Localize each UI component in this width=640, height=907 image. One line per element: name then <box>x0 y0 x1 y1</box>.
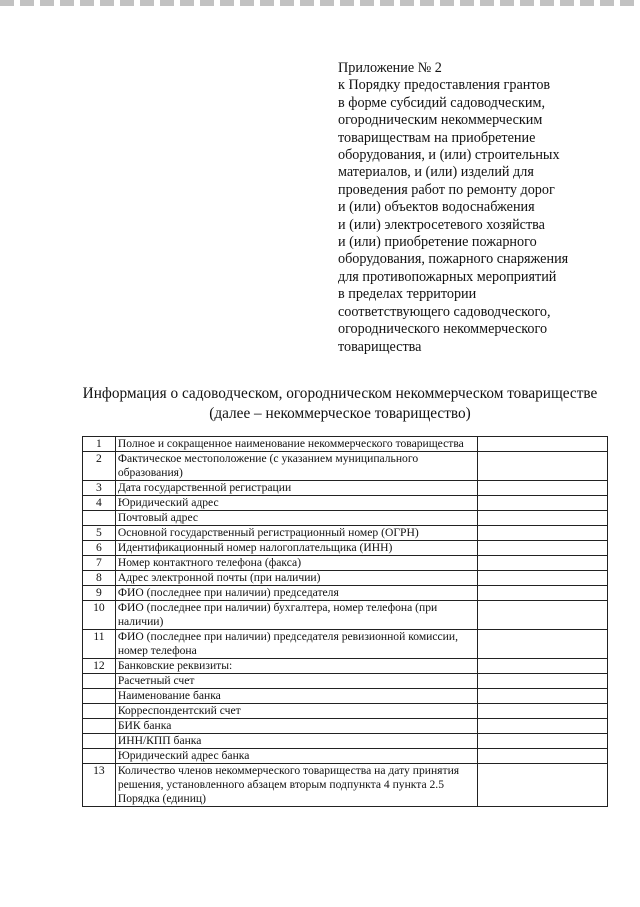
row-number: 8 <box>83 571 116 586</box>
table-row <box>83 719 608 734</box>
row-number <box>83 689 116 704</box>
appendix-line: и (или) приобретение пожарного <box>338 234 537 251</box>
table-row <box>83 749 608 764</box>
row-number: 11 <box>83 630 116 659</box>
row-number: 1 <box>83 437 116 452</box>
row-label: Полное и сокращенное наименование некоммерческого товарищества <box>115 437 477 452</box>
row-label: Номер контактного телефона (факса) <box>115 556 477 571</box>
appendix-line: товарищества <box>338 338 422 355</box>
scan-edge <box>0 0 640 6</box>
table-row <box>83 586 608 601</box>
row-value-cell[interactable] <box>478 601 608 630</box>
table-row <box>83 601 608 630</box>
appendix-line: соответствующего садоводческого, <box>338 303 551 320</box>
table-row <box>83 511 608 526</box>
row-value-cell[interactable] <box>478 734 608 749</box>
appendix-line: и (или) электросетевого хозяйства <box>338 216 545 233</box>
row-label: Корреспондентский счет <box>115 704 477 719</box>
row-value-cell[interactable] <box>478 749 608 764</box>
row-label: Количество членов некоммерческого товарищества на дату принятия решения, установленного абзацем вторым подпункта 4 пункта 2.5 Порядка (единиц) <box>115 764 477 807</box>
row-value-cell[interactable] <box>478 719 608 734</box>
row-number: 4 <box>83 496 116 511</box>
row-label: Юридический адрес банка <box>115 749 477 764</box>
row-value-cell[interactable] <box>478 674 608 689</box>
table-row <box>83 674 608 689</box>
row-label: Банковские реквизиты: <box>115 659 477 674</box>
info-table-body <box>83 437 608 807</box>
row-value-cell[interactable] <box>478 437 608 452</box>
row-label: ИНН/КПП банка <box>115 734 477 749</box>
row-number: 13 <box>83 764 116 807</box>
table-row <box>83 541 608 556</box>
row-label: Расчетный счет <box>115 674 477 689</box>
appendix-line: оборудования, и (или) строительных <box>338 147 560 164</box>
table-row <box>83 704 608 719</box>
row-number <box>83 719 116 734</box>
row-number <box>83 511 116 526</box>
row-value-cell[interactable] <box>478 704 608 719</box>
row-value-cell[interactable] <box>478 496 608 511</box>
appendix-line: для противопожарных мероприятий <box>338 268 557 285</box>
table-row <box>83 526 608 541</box>
table-row <box>83 689 608 704</box>
appendix-line: огороднического некоммерческого <box>338 321 548 338</box>
appendix-line: материалов, и (или) изделий для <box>338 164 534 181</box>
row-number <box>83 749 116 764</box>
form-heading <box>60 384 620 424</box>
appendix-line: Приложение № 2 <box>338 60 442 76</box>
row-number <box>83 704 116 719</box>
table-row <box>83 452 608 481</box>
row-label: ФИО (последнее при наличии) бухгалтера, номер телефона (при наличии) <box>115 601 477 630</box>
table-row <box>83 481 608 496</box>
row-label: Юридический адрес <box>115 496 477 511</box>
row-value-cell[interactable] <box>478 659 608 674</box>
row-number: 6 <box>83 541 116 556</box>
table-row <box>83 496 608 511</box>
row-number: 2 <box>83 452 116 481</box>
row-value-cell[interactable] <box>478 452 608 481</box>
table-row <box>83 556 608 571</box>
row-number: 9 <box>83 586 116 601</box>
row-label: ФИО (последнее при наличии) председателя ревизионной комиссии, номер телефона <box>115 630 477 659</box>
row-number <box>83 734 116 749</box>
row-value-cell[interactable] <box>478 526 608 541</box>
row-number: 10 <box>83 601 116 630</box>
row-value-cell[interactable] <box>478 511 608 526</box>
table-row <box>83 734 608 749</box>
row-value-cell[interactable] <box>478 481 608 496</box>
appendix-line: к Порядку предоставления грантов <box>338 77 551 94</box>
table-row <box>83 659 608 674</box>
info-table <box>82 436 608 807</box>
table-row <box>83 437 608 452</box>
heading-line-2: (далее – некоммерческое товарищество) <box>209 405 471 422</box>
row-value-cell[interactable] <box>478 689 608 704</box>
row-value-cell[interactable] <box>478 556 608 571</box>
row-label: БИК банка <box>115 719 477 734</box>
appendix-line: огородническим некоммерческим <box>338 112 543 129</box>
appendix-line: и (или) объектов водоснабжения <box>338 199 535 216</box>
row-label: ФИО (последнее при наличии) председателя <box>115 586 477 601</box>
row-number <box>83 674 116 689</box>
row-label: Адрес электронной почты (при наличии) <box>115 571 477 586</box>
appendix-line: оборудования, пожарного снаряжения <box>338 251 569 268</box>
appendix-line: товариществам на приобретение <box>338 129 536 146</box>
heading-line-1: Информация о садоводческом, огородническом некоммерческом товариществе <box>82 385 598 402</box>
row-number: 3 <box>83 481 116 496</box>
appendix-line: в пределах территории <box>338 286 477 303</box>
table-row <box>83 630 608 659</box>
row-label: Основной государственный регистрационный номер (ОГРН) <box>115 526 477 541</box>
row-label: Почтовый адрес <box>115 511 477 526</box>
appendix-line: проведения работ по ремонту дорог <box>338 181 555 198</box>
row-label: Дата государственной регистрации <box>115 481 477 496</box>
row-number: 5 <box>83 526 116 541</box>
row-value-cell[interactable] <box>478 764 608 807</box>
row-label: Фактическое местоположение (с указанием муниципального образования) <box>115 452 477 481</box>
row-number: 12 <box>83 659 116 674</box>
row-label: Идентификационный номер налогоплательщика (ИНН) <box>115 541 477 556</box>
appendix-note <box>338 60 634 356</box>
row-value-cell[interactable] <box>478 586 608 601</box>
table-row <box>83 571 608 586</box>
row-value-cell[interactable] <box>478 630 608 659</box>
row-label: Наименование банка <box>115 689 477 704</box>
row-value-cell[interactable] <box>478 571 608 586</box>
row-number: 7 <box>83 556 116 571</box>
appendix-line: в форме субсидий садоводческим, <box>338 94 545 111</box>
row-value-cell[interactable] <box>478 541 608 556</box>
table-row <box>83 764 608 807</box>
